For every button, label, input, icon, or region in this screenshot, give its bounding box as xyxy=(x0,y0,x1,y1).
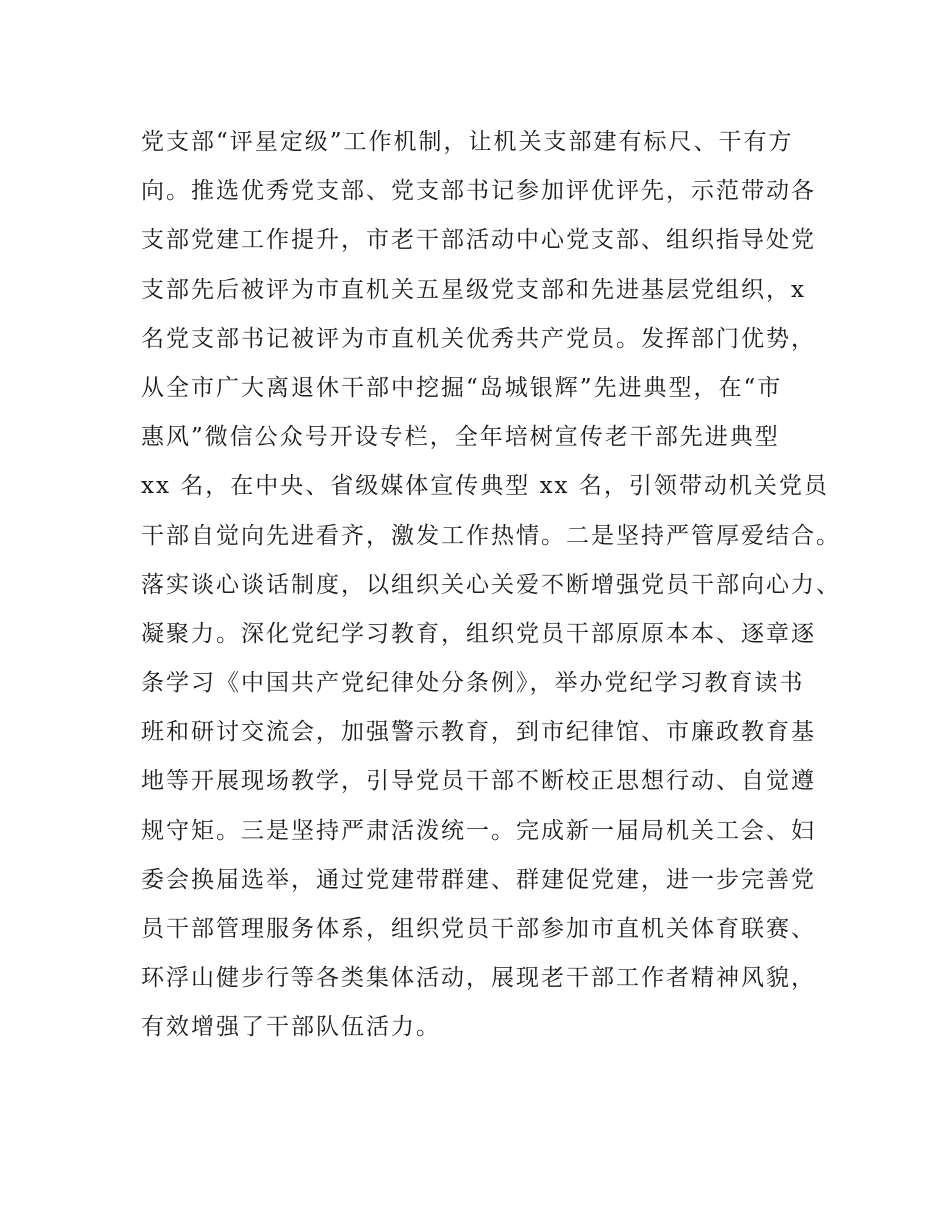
text-line: 规守矩。三是坚持严肃活泼统一。完成新一届局机关工会、妇 xyxy=(141,817,816,844)
text-line: 落实谈心谈话制度，以组织关心关爱不断增强党员干部向心力、 xyxy=(141,571,841,598)
text-line: 有效增强了干部队伍活力。 xyxy=(141,1014,441,1041)
text-line: 从全市广大离退休干部中挖掘“岛城银辉”先进典型，在“市 xyxy=(141,374,783,401)
text-line: 委会换届选举，通过党建带群建、群建促党建，进一步完善党 xyxy=(141,866,816,893)
text-line: 条学习《中国共产党纪律处分条例》，举办党纪学习教育读书 xyxy=(141,670,805,697)
text-line: 名党支部书记被评为市直机关优秀共产党员。发挥部门优势， xyxy=(141,325,816,352)
text-line: 支部先后被评为市直机关五星级党支部和先进基层党组织，x xyxy=(141,276,806,303)
text-line: 环浮山健步行等各类集体活动，展现老干部工作者精神风貌， xyxy=(141,965,816,992)
text-line: 班和研讨交流会，加强警示教育，到市纪律馆、市廉政教育基 xyxy=(141,719,816,746)
text-line: 地等开展现场教学，引导党员干部不断校正思想行动、自觉遵 xyxy=(141,768,816,795)
text-line: 干部自觉向先进看齐，激发工作热情。二是坚持严管厚爱结合。 xyxy=(141,522,841,549)
text-line: 凝聚力。深化党纪学习教育，组织党员干部原原本本、逐章逐 xyxy=(141,620,816,647)
text-line: 党支部“评星定级”工作机制，让机关支部建有标尺、干有方 xyxy=(141,129,794,155)
text-line: 向。推选优秀党支部、党支部书记参加评优评先，示范带动各 xyxy=(141,178,816,205)
text-line: 员干部管理服务体系，组织党员干部参加市直机关体育联赛、 xyxy=(141,916,816,942)
body-paragraph xyxy=(141,118,841,1053)
text-line: xx 名，在中央、省级媒体宣传典型 xx 名，引领带动机关党员 xyxy=(141,473,829,500)
text-line: 支部党建工作提升，市老干部活动中心党支部、组织指导处党 xyxy=(141,227,816,254)
text-line: 惠风”微信公众号开设专栏，全年培树宣传老干部先进典型 xyxy=(141,424,780,451)
